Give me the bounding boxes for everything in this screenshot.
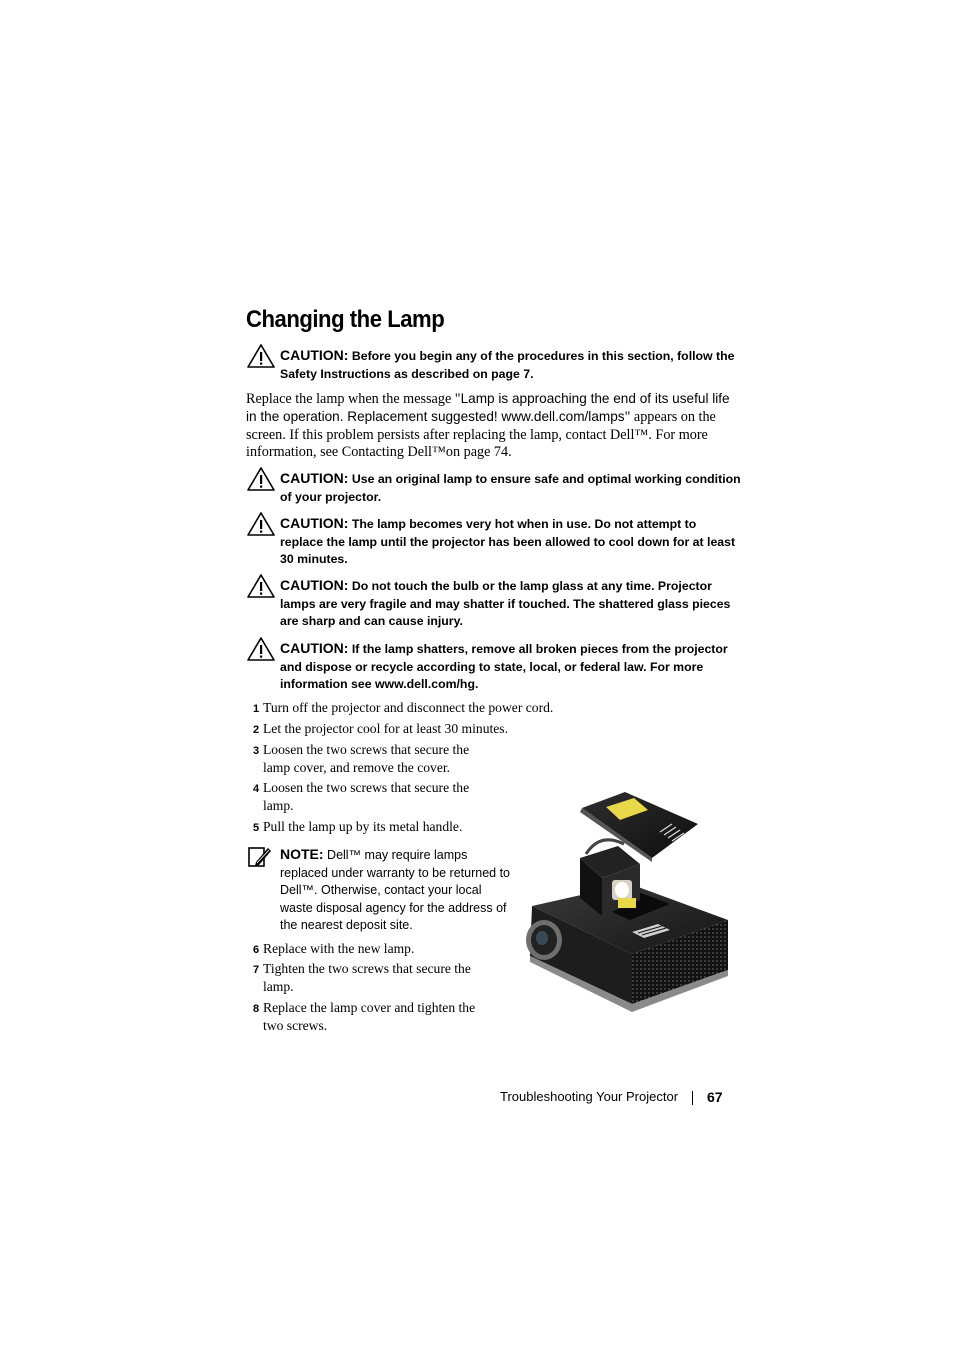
step-text: Let the projector cool for at least 30 minutes. (263, 721, 508, 736)
caution-text: The lamp becomes very hot when in use. Do not attempt to replace the lamp until the projector has been allowed to cool down for at least 30 minutes. (280, 517, 736, 567)
step-number: 3 (253, 745, 260, 757)
caution-label: CAUTION: (280, 640, 349, 656)
step-number: 1 (253, 703, 260, 715)
step-text: Tighten the two screws that secure the lamp. (263, 961, 471, 994)
warning-triangle-icon (246, 573, 276, 599)
page-title: Changing the Lamp (246, 306, 445, 333)
note-text: Dell™ may require lamps replaced under warranty to be returned to Dell™. Otherwise, contact your local waste disposal agency for the address of the nearest deposit site. (280, 848, 510, 933)
step-number: 8 (253, 1003, 260, 1015)
step-text: Pull the lamp up by its metal handle. (263, 819, 463, 834)
warning-triangle-icon (246, 511, 276, 537)
step-7 (253, 960, 503, 995)
caution-label: CAUTION: (280, 470, 349, 486)
caution-text: Use an original lamp to ensure safe and optimal working condition of your projector. (280, 472, 741, 504)
caution-text: Do not touch the bulb or the lamp glass at any time. Projector lamps are very fragile and may shatter if touched. The shattered glass pieces are sharp and can cause injury. (280, 579, 731, 629)
page-number: 67 (707, 1089, 723, 1105)
step-number: 6 (253, 944, 260, 956)
step-number: 5 (253, 822, 260, 834)
step-5 (253, 818, 503, 838)
caution-4 (246, 577, 741, 631)
step-text: Turn off the projector and disconnect the power cord. (263, 700, 554, 715)
step-6 (253, 940, 503, 960)
caution-text: Before you begin any of the procedures in this section, follow the Safety Instructions as described on page 7. (280, 349, 735, 381)
step-number: 2 (253, 724, 260, 736)
step-3 (253, 741, 503, 776)
note-label: NOTE: (280, 846, 324, 862)
step-number: 7 (253, 964, 260, 976)
step-1 (253, 699, 733, 719)
caution-2 (246, 470, 741, 506)
step-number: 4 (253, 783, 260, 795)
step-2 (253, 720, 733, 740)
pencil-note-icon (248, 846, 272, 868)
intro-paragraph (246, 390, 740, 462)
caution-3 (246, 515, 741, 569)
caution-1 (246, 347, 741, 383)
page-footer (500, 1089, 724, 1104)
footer-divider (692, 1091, 693, 1105)
caution-5 (246, 640, 741, 694)
step-text: Loosen the two screws that secure the lamp. (263, 780, 470, 813)
footer-section-title: Troubleshooting Your Projector (500, 1089, 679, 1104)
caution-label: CAUTION: (280, 515, 349, 531)
step-text: Loosen the two screws that secure the lamp cover, and remove the cover. (263, 742, 470, 775)
projector-lamp-illustration (520, 788, 735, 1020)
step-4 (253, 779, 503, 814)
warning-triangle-icon (246, 343, 276, 369)
step-text: Replace the lamp cover and tighten the two screws. (263, 1000, 476, 1033)
step-text: Replace with the new lamp. (263, 941, 415, 956)
caution-text: If the lamp shatters, remove all broken pieces from the projector and dispose or recycle according to state, local, or federal law. For more information see www.dell.com/hg. (280, 642, 728, 692)
note (246, 846, 516, 935)
caution-label: CAUTION: (280, 577, 349, 593)
intro-after: " appears on the screen. If this problem persists after replacing the lamp, contact Dell™. For more information, see Contacting Dell™on page 74. (246, 409, 716, 461)
warning-triangle-icon (246, 466, 276, 492)
step-8 (253, 999, 503, 1034)
warning-triangle-icon (246, 636, 276, 662)
lamp-message: Lamp is approaching the end of its useful life in the operation. Replacement suggested! www.dell.com/lamps (246, 391, 730, 425)
intro-before: Replace the lamp when the message " (246, 391, 461, 407)
caution-label: CAUTION: (280, 347, 349, 363)
